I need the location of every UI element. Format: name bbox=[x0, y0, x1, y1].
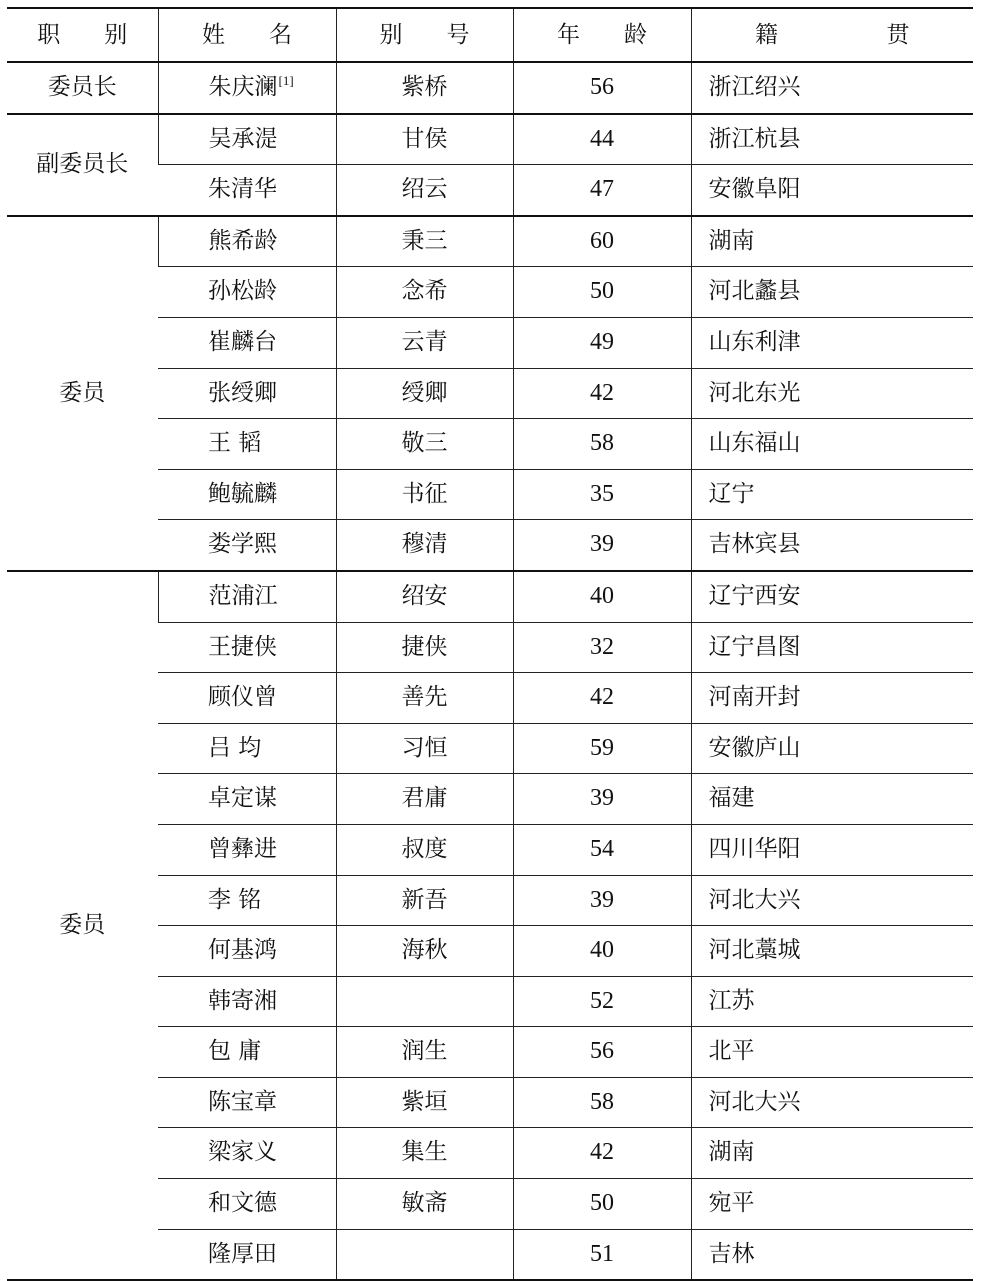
origin-cell: 江苏 bbox=[691, 976, 973, 1027]
name-text: 王捷侠 bbox=[208, 633, 277, 660]
origin-cell: 河北蠡县 bbox=[691, 267, 973, 318]
name-cell bbox=[158, 571, 336, 622]
age-cell: 49 bbox=[513, 317, 691, 368]
origin-cell: 辽宁昌图 bbox=[691, 622, 973, 673]
name-text: 陈宝章 bbox=[208, 1088, 277, 1115]
name-cell bbox=[158, 114, 336, 165]
table-header bbox=[7, 8, 973, 62]
age-cell: 42 bbox=[513, 1128, 691, 1179]
age-cell: 59 bbox=[513, 723, 691, 774]
age-cell: 50 bbox=[513, 1179, 691, 1230]
name-cell bbox=[158, 622, 336, 673]
age-cell: 56 bbox=[513, 62, 691, 114]
alias-cell: 敬三 bbox=[336, 419, 513, 470]
age-cell: 52 bbox=[513, 976, 691, 1027]
origin-cell: 浙江绍兴 bbox=[691, 62, 973, 114]
name-cell bbox=[158, 723, 336, 774]
alias-cell: 绍安 bbox=[336, 571, 513, 622]
name-text: 隆厚田 bbox=[208, 1240, 277, 1267]
name-cell bbox=[158, 368, 336, 419]
alias-cell: 秉三 bbox=[336, 216, 513, 267]
name-text: 张绶卿 bbox=[208, 379, 277, 406]
header-origin: 籍 贯 bbox=[691, 8, 973, 62]
position-cell: 副委员长 bbox=[7, 114, 158, 216]
name-text: 鲍毓麟 bbox=[208, 480, 277, 507]
origin-cell: 安徽阜阳 bbox=[691, 165, 973, 216]
name-cell bbox=[158, 62, 336, 114]
name-text: 王 韬 bbox=[208, 430, 262, 457]
header-position: 职 别 bbox=[7, 8, 158, 62]
origin-cell: 吉林 bbox=[691, 1229, 973, 1280]
alias-cell bbox=[336, 1229, 513, 1280]
name-cell bbox=[158, 976, 336, 1027]
origin-cell: 河北大兴 bbox=[691, 875, 973, 926]
origin-cell: 辽宁 bbox=[691, 469, 973, 520]
header-row bbox=[7, 8, 973, 62]
name-text: 范浦江 bbox=[208, 582, 278, 609]
alias-cell: 新吾 bbox=[336, 875, 513, 926]
name-text: 吕 均 bbox=[208, 734, 262, 761]
name-cell bbox=[158, 469, 336, 520]
age-cell: 51 bbox=[513, 1229, 691, 1280]
table-row bbox=[7, 114, 973, 165]
table-row bbox=[7, 216, 973, 267]
age-cell: 50 bbox=[513, 267, 691, 318]
name-cell bbox=[158, 875, 336, 926]
committee-members-table bbox=[7, 7, 973, 1281]
age-cell: 60 bbox=[513, 216, 691, 267]
name-text: 李 铭 bbox=[208, 886, 262, 913]
age-cell: 40 bbox=[513, 926, 691, 977]
alias-cell: 绍云 bbox=[336, 165, 513, 216]
alias-cell: 穆清 bbox=[336, 520, 513, 571]
name-text: 娄学熙 bbox=[208, 531, 277, 558]
origin-cell: 山东利津 bbox=[691, 317, 973, 368]
name-text: 曾彝进 bbox=[208, 835, 277, 862]
table-row bbox=[7, 62, 973, 114]
origin-cell: 河北藁城 bbox=[691, 926, 973, 977]
age-cell: 39 bbox=[513, 520, 691, 571]
alias-cell: 集生 bbox=[336, 1128, 513, 1179]
name-cell bbox=[158, 926, 336, 977]
name-cell bbox=[158, 673, 336, 724]
name-text: 包 庸 bbox=[208, 1038, 262, 1065]
age-cell: 42 bbox=[513, 368, 691, 419]
age-cell: 42 bbox=[513, 673, 691, 724]
name-cell bbox=[158, 1179, 336, 1230]
alias-cell: 敏斋 bbox=[336, 1179, 513, 1230]
alias-cell: 紫垣 bbox=[336, 1077, 513, 1128]
origin-cell: 北平 bbox=[691, 1027, 973, 1078]
alias-cell: 善先 bbox=[336, 673, 513, 724]
table-body bbox=[7, 62, 973, 1280]
origin-cell: 宛平 bbox=[691, 1179, 973, 1230]
position-cell: 委员 bbox=[7, 571, 158, 1280]
position-cell: 委员 bbox=[7, 216, 158, 571]
name-cell bbox=[158, 317, 336, 368]
origin-cell: 辽宁西安 bbox=[691, 571, 973, 622]
origin-cell: 河北东光 bbox=[691, 368, 973, 419]
name-text: 和文德 bbox=[208, 1190, 277, 1217]
name-text: 孙松龄 bbox=[208, 278, 277, 305]
origin-cell: 吉林宾县 bbox=[691, 520, 973, 571]
name-cell bbox=[158, 267, 336, 318]
age-cell: 58 bbox=[513, 419, 691, 470]
header-alias: 别 号 bbox=[336, 8, 513, 62]
alias-cell: 捷侠 bbox=[336, 622, 513, 673]
origin-cell: 四川华阳 bbox=[691, 824, 973, 875]
age-cell: 47 bbox=[513, 165, 691, 216]
alias-cell: 君庸 bbox=[336, 774, 513, 825]
origin-cell: 湖南 bbox=[691, 216, 973, 267]
alias-cell: 润生 bbox=[336, 1027, 513, 1078]
origin-cell: 浙江杭县 bbox=[691, 114, 973, 165]
alias-cell: 念希 bbox=[336, 267, 513, 318]
name-cell bbox=[158, 1229, 336, 1280]
name-cell bbox=[158, 1128, 336, 1179]
alias-cell: 绶卿 bbox=[336, 368, 513, 419]
name-text: 卓定谋 bbox=[208, 785, 277, 812]
age-cell: 58 bbox=[513, 1077, 691, 1128]
name-cell bbox=[158, 774, 336, 825]
age-cell: 32 bbox=[513, 622, 691, 673]
name-text: 崔麟台 bbox=[208, 328, 277, 355]
age-cell: 44 bbox=[513, 114, 691, 165]
origin-cell: 河北大兴 bbox=[691, 1077, 973, 1128]
origin-cell: 福建 bbox=[691, 774, 973, 825]
age-cell: 54 bbox=[513, 824, 691, 875]
table-row bbox=[7, 571, 973, 622]
age-cell: 40 bbox=[513, 571, 691, 622]
name-text: 吴承湜 bbox=[208, 125, 278, 152]
name-text: 熊希龄 bbox=[208, 227, 278, 254]
origin-cell: 安徽庐山 bbox=[691, 723, 973, 774]
position-cell: 委员长 bbox=[7, 62, 158, 114]
name-cell bbox=[158, 419, 336, 470]
name-text: 何基鸿 bbox=[208, 937, 277, 964]
alias-cell: 习恒 bbox=[336, 723, 513, 774]
name-cell bbox=[158, 1077, 336, 1128]
origin-cell: 山东福山 bbox=[691, 419, 973, 470]
age-cell: 39 bbox=[513, 875, 691, 926]
footnote-ref: [1] bbox=[278, 73, 294, 88]
header-name: 姓 名 bbox=[158, 8, 336, 62]
origin-cell: 湖南 bbox=[691, 1128, 973, 1179]
age-cell: 56 bbox=[513, 1027, 691, 1078]
name-text: 顾仪曾 bbox=[208, 684, 277, 711]
name-cell bbox=[158, 520, 336, 571]
alias-cell: 甘侯 bbox=[336, 114, 513, 165]
name-text: 朱清华 bbox=[208, 176, 277, 203]
name-cell bbox=[158, 1027, 336, 1078]
alias-cell: 紫桥 bbox=[336, 62, 513, 114]
name-text: 朱庆澜 bbox=[208, 74, 278, 100]
name-text: 韩寄湘 bbox=[208, 987, 277, 1014]
alias-cell: 书征 bbox=[336, 469, 513, 520]
name-cell bbox=[158, 216, 336, 267]
age-cell: 39 bbox=[513, 774, 691, 825]
alias-cell bbox=[336, 976, 513, 1027]
alias-cell: 云青 bbox=[336, 317, 513, 368]
name-cell bbox=[158, 824, 336, 875]
name-cell bbox=[158, 165, 336, 216]
alias-cell: 叔度 bbox=[336, 824, 513, 875]
age-cell: 35 bbox=[513, 469, 691, 520]
header-age: 年 龄 bbox=[513, 8, 691, 62]
origin-cell: 河南开封 bbox=[691, 673, 973, 724]
name-text: 梁家义 bbox=[208, 1139, 277, 1166]
alias-cell: 海秋 bbox=[336, 926, 513, 977]
